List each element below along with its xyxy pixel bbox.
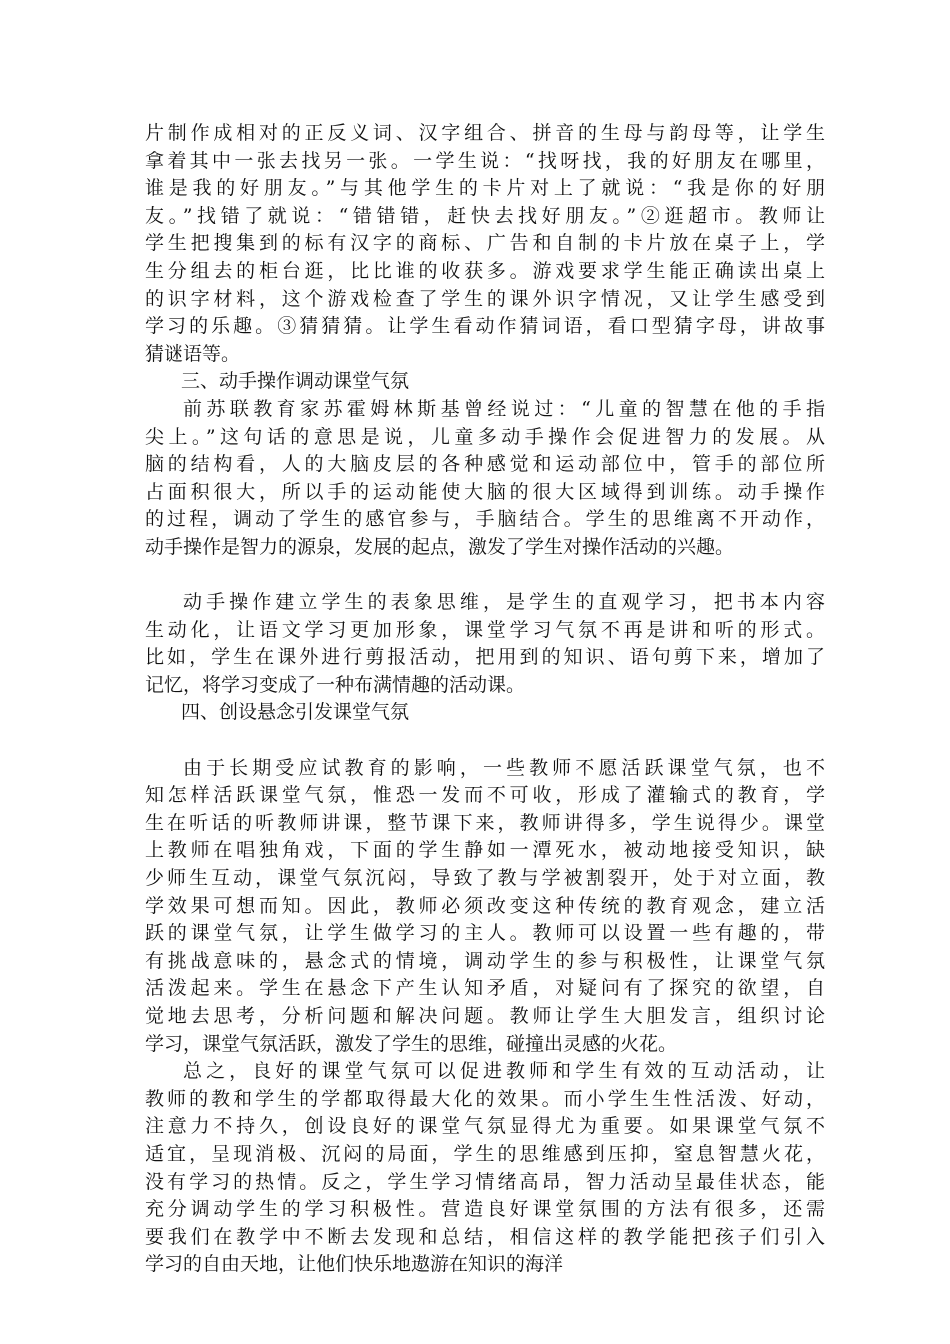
text-line: 活泼起来。学生在悬念下产生认知矛盾，对疑问有了探究的欲望，自 — [145, 977, 825, 1000]
text-line: 跃的课堂气氛，让学生做学习的主人。教师可以设置一些有趣的，带 — [145, 922, 825, 945]
paragraph — [145, 396, 825, 562]
text-line: 学习的自由天地，让他们快乐地遨游在知识的海洋 — [145, 1253, 564, 1276]
text-line: 学效果可想而知。因此，教师必须改变这种传统的教育观念，建立活 — [145, 894, 825, 917]
text-line: 注意力不持久，创设良好的课堂气氛显得尤为重要。如果课堂气氛不 — [145, 1115, 825, 1138]
paragraph — [145, 589, 825, 699]
text-line: 猜谜语等。 — [145, 342, 241, 365]
text-line: 适宜，呈现消极、沉闷的局面，学生的思维感到压抑，窒息智慧火花， — [145, 1142, 825, 1165]
text-line: 动手操作是智力的源泉，发展的起点，激发了学生对操作活动的兴趣。 — [145, 535, 735, 558]
text-line: 生分组去的柜台逛，比比谁的收获多。游戏要求学生能正确读出桌上 — [145, 259, 825, 282]
text-line: 前苏联教育家苏霍姆林斯基曾经说过：“儿童的智慧在他的手指 — [183, 397, 825, 420]
text-line: 知怎样活跃课堂气氛，惟恐一发而不可收，形成了灌输式的教育，学 — [145, 784, 825, 807]
paragraph-gap — [145, 562, 825, 590]
paragraph — [145, 755, 825, 1059]
text-line: 少师生互动，课堂气氛沉闷，导致了教与学被割裂开，处于对立面，教 — [145, 867, 825, 890]
text-line: 片制作成相对的正反义词、汉字组合、拼音的生母与韵母等，让学生 — [145, 122, 825, 144]
text-line: 比如，学生在课外进行剪报活动，把用到的知识、语句剪下来，增加了 — [145, 646, 825, 669]
text-line: 教师的教和学生的学都取得最大化的效果。而小学生生性活泼、好动， — [145, 1087, 825, 1110]
text-line: 尖上。”这句话的意思是说，儿童多动手操作会促进智力的发展。从 — [145, 425, 825, 448]
section-heading: 三、动手操作调动课堂气氛 — [181, 370, 410, 393]
text-line: 占面积很大，所以手的运动能使大脑的很大区域得到训练。动手操作 — [145, 480, 825, 503]
text-line: 生在听话的听教师讲课，整节课下来，教师讲得多，学生说得少。课堂 — [145, 811, 825, 834]
text-line: 学习，课堂气氛活跃，激发了学生的思维，碰撞出灵感的火花。 — [145, 1032, 678, 1055]
text-line: 充分调动学生的学习积极性。营造良好课堂氛围的方法有很多，还需 — [145, 1198, 825, 1221]
text-line: 脑的结构看，人的大脑皮层的各种感觉和运动部位中，管手的部位所 — [145, 453, 825, 476]
text-line: 记忆，将学习变成了一种布满情趣的活动课。 — [145, 673, 526, 696]
text-line: 上教师在唱独角戏，下面的学生静如一潭死水，被动地接受知识，缺 — [145, 839, 825, 862]
text-line: 拿着其中一张去找另一张。一学生说：“找呀找，我的好朋友在哪里， — [145, 149, 825, 172]
text-line: 由于长期受应试教育的影响，一些教师不愿活跃课堂气氛，也不 — [183, 756, 825, 779]
text-line: 要我们在教学中不断去发现和总结，相信这样的教学能把孩子们引入 — [145, 1225, 825, 1248]
paragraph — [145, 1058, 825, 1279]
text-line: 学习的乐趣。③猜猜猜。让学生看动作猜词语，看口型猜字母，讲故事 — [145, 315, 825, 338]
paragraph-gap — [145, 727, 825, 755]
text-line: 没有学习的热情。反之，学生学习情绪高昂，智力活动呈最佳状态，能 — [145, 1170, 825, 1193]
text-line: 生动化，让语文学习更加形象，课堂学习气氛不再是讲和听的形式。 — [145, 618, 825, 641]
document-page — [145, 120, 825, 1279]
text-line: 的识字材料，这个游戏检查了学生的课外识字情况，又让学生感受到 — [145, 287, 825, 310]
text-line: 动手操作建立学生的表象思维，是学生的直观学习，把书本内容 — [183, 591, 825, 614]
text-line: 谁是我的好朋友。”与其他学生的卡片对上了就说：“我是你的好朋 — [145, 177, 825, 200]
text-line: 总之，良好的课堂气氛可以促进教师和学生有效的互动活动，让 — [183, 1060, 825, 1083]
text-line: 觉地去思考，分析问题和解决问题。教师让学生大胆发言，组织讨论 — [145, 1005, 825, 1027]
section-heading: 四、创设悬念引发课堂气氛 — [181, 701, 410, 724]
paragraph — [145, 120, 825, 368]
text-line: 友。”找错了就说：“错错错，赶快去找好朋友。”②逛超市。教师让 — [145, 204, 825, 227]
text-line: 有挑战意味的，悬念式的情境，调动学生的参与积极性，让课堂气氛 — [145, 949, 825, 972]
text-line: 学生把搜集到的标有汉字的商标、广告和自制的卡片放在桌子上，学 — [145, 232, 825, 255]
text-line: 的过程，调动了学生的感官参与，手脑结合。学生的思维离不开动作， — [145, 508, 825, 531]
